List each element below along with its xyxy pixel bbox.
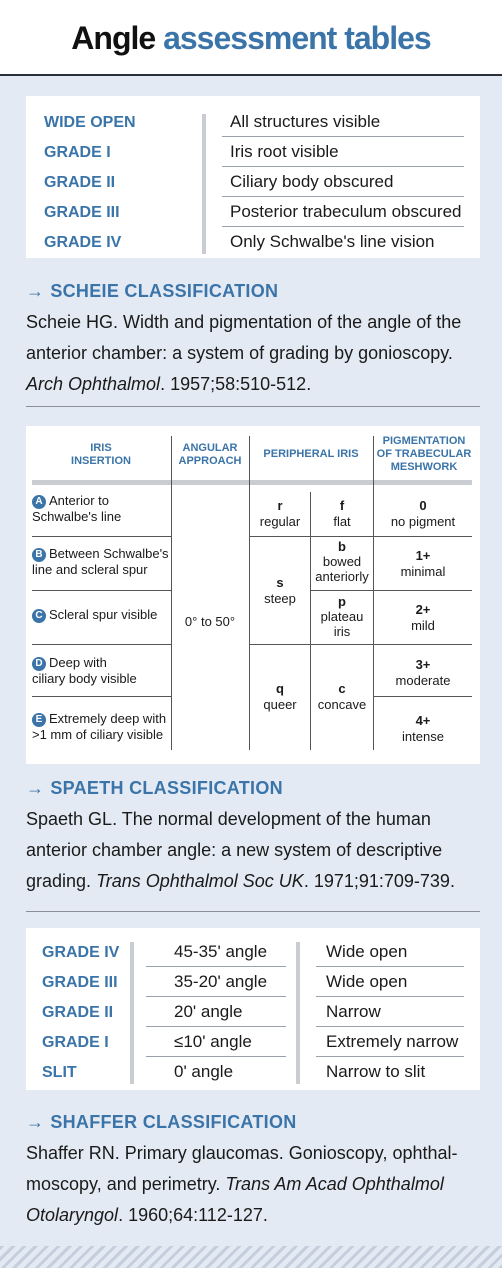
- row-line: [146, 1056, 286, 1057]
- insertion-text: Anterior to: [49, 493, 109, 508]
- insertion-text: >1 mm of ciliary visible: [32, 727, 164, 742]
- shaffer-desc: Wide open: [326, 972, 408, 991]
- shaffer-angle: 20' angle: [174, 1002, 243, 1021]
- shaffer-grade: SLIT: [42, 1064, 77, 1081]
- label: minimal: [400, 564, 446, 579]
- insertion-a: [32, 493, 121, 525]
- row-line: [374, 536, 472, 537]
- row-line: [374, 696, 472, 697]
- pigment-3: [374, 657, 472, 689]
- insertion-b: [32, 546, 169, 578]
- footer-stripe: [0, 1246, 502, 1268]
- pigment-1: [374, 548, 472, 580]
- row-line: [32, 696, 171, 697]
- spaeth-citation: [26, 804, 486, 897]
- row-line: [222, 136, 464, 137]
- pigment-2: [374, 602, 472, 634]
- code: q: [276, 681, 284, 696]
- shaffer-heading: [26, 1112, 297, 1133]
- arrow-right-icon: →: [26, 1112, 45, 1132]
- letter-b-icon: B: [32, 548, 46, 562]
- code: 0: [419, 498, 427, 513]
- shaffer-angle: ≤10' angle: [174, 1032, 252, 1051]
- scheie-divider: [202, 114, 206, 254]
- code: s: [276, 575, 284, 590]
- insertion-text: line and scleral spur: [32, 562, 148, 577]
- shaffer-cite-text: Shaffer RN. Primary glaucomas. Gonioscopy, ophthal-moscopy, and perimetry.: [26, 1143, 458, 1194]
- shaffer-desc: Wide open: [326, 942, 408, 961]
- letter-a-icon: A: [32, 495, 46, 509]
- pigment-0: [374, 498, 472, 530]
- shaffer-grade: GRADE III: [42, 974, 118, 991]
- scheie-heading-text: SCHEIE CLASSIFICATION: [50, 281, 279, 301]
- shaffer-heading-text: SHAFFER CLASSIFICATION: [50, 1112, 297, 1132]
- scheie-grade: GRADE II: [44, 174, 116, 191]
- code: 4+: [415, 713, 431, 728]
- peripheral-c: [311, 681, 373, 713]
- header-angular-approach: ANGULAR APPROACH: [178, 442, 242, 467]
- section-divider: [26, 911, 480, 912]
- row-line: [146, 996, 286, 997]
- scheie-desc: Iris root visible: [230, 142, 339, 161]
- shaffer-cite-end: . 1960;64:112-127.: [118, 1205, 268, 1225]
- peripheral-b: [311, 539, 373, 584]
- insertion-c: [32, 607, 157, 623]
- scheie-desc: Only Schwalbe's line vision: [230, 232, 435, 251]
- code: p: [338, 594, 346, 609]
- shaffer-desc: Extremely narrow: [326, 1032, 459, 1051]
- scheie-cite-end: . 1957;58:510-512.: [160, 374, 312, 394]
- header-peripheral-iris: PERIPHERAL IRIS: [263, 448, 359, 460]
- scheie-cite-text: Scheie HG. Width and pigmentation of the angle of the anterior chamber: a system of grading by gonioscopy.: [26, 312, 462, 363]
- shaffer-divider: [296, 942, 300, 1084]
- arrow-right-icon: →: [26, 281, 45, 301]
- scheie-grade: GRADE I: [44, 144, 111, 161]
- label: moderate: [395, 673, 451, 688]
- row-line: [311, 590, 373, 591]
- shaffer-grade: GRADE IV: [42, 944, 120, 961]
- header-pigmentation: PIGMENTATION OF TRABECULAR MESHWORK: [376, 435, 472, 473]
- shaffer-desc: Narrow to slit: [326, 1062, 426, 1081]
- peripheral-q: [250, 681, 310, 713]
- shaffer-angle: 45-35' angle: [174, 942, 268, 961]
- scheie-cite-journal: Arch Ophthalmol: [26, 374, 161, 394]
- peripheral-s: [250, 575, 310, 607]
- label: intense: [402, 729, 444, 744]
- spaeth-heading-text: SPAETH CLASSIFICATION: [50, 778, 283, 798]
- shaffer-citation: [26, 1138, 486, 1231]
- row-line: [374, 590, 472, 591]
- col-line: [171, 436, 172, 750]
- insertion-text: Extremely deep with: [49, 711, 167, 726]
- arrow-right-icon: →: [26, 778, 45, 798]
- scheie-desc: Ciliary body obscured: [230, 172, 394, 191]
- peripheral-r: [250, 498, 310, 530]
- scheie-table: [26, 96, 480, 258]
- insertion-text: Between Schwalbe's: [49, 546, 169, 561]
- peripheral-p: [311, 594, 373, 639]
- label: mild: [411, 618, 435, 633]
- insertion-text: Schwalbe's line: [32, 509, 122, 524]
- code: c: [338, 681, 346, 696]
- row-line: [32, 590, 171, 591]
- scheie-grade: GRADE IV: [44, 234, 122, 251]
- scheie-heading: [26, 281, 278, 302]
- shaffer-table: [26, 928, 480, 1090]
- col-line: [373, 436, 374, 750]
- label: no pigment: [390, 514, 456, 529]
- code: r: [277, 498, 283, 513]
- row-line: [222, 166, 464, 167]
- code: 1+: [415, 548, 431, 563]
- page-title: [0, 20, 502, 57]
- spaeth-cite-text: Spaeth GL. The normal development of the human anterior chamber angle: a new system of descriptive grading.: [26, 809, 443, 891]
- letter-e-icon: E: [32, 713, 46, 727]
- spaeth-cite-end: . 1971;91:709-739.: [303, 871, 455, 891]
- angular-approach-value: 0° to 50°: [184, 614, 236, 629]
- title-part2: assessment tables: [163, 20, 431, 56]
- row-line: [374, 644, 472, 645]
- scheie-grade: GRADE III: [44, 204, 120, 221]
- label: queer: [263, 697, 297, 712]
- row-line: [316, 1056, 464, 1057]
- peripheral-f: [311, 498, 373, 530]
- code: f: [339, 498, 345, 513]
- title-bar: [0, 0, 502, 76]
- scheie-grade: WIDE OPEN: [44, 114, 136, 131]
- row-line: [316, 996, 464, 997]
- scheie-citation: [26, 307, 486, 400]
- insertion-text: ciliary body visible: [32, 671, 137, 686]
- code: 2+: [415, 602, 431, 617]
- shaffer-grade: GRADE I: [42, 1034, 109, 1051]
- insertion-text: Deep with: [49, 655, 107, 670]
- shaffer-divider: [130, 942, 134, 1084]
- insertion-d: [32, 655, 137, 687]
- shaffer-cite-journal: Trans Am Acad Ophthalmol Otolaryngol: [26, 1174, 444, 1225]
- label: steep: [264, 591, 296, 606]
- row-line: [316, 966, 464, 967]
- shaffer-desc: Narrow: [326, 1002, 381, 1021]
- label: iris: [333, 624, 351, 639]
- row-line: [32, 536, 171, 537]
- row-line: [32, 644, 171, 645]
- header-rule: [32, 480, 472, 485]
- label: flat: [333, 514, 351, 529]
- label: concave: [317, 697, 367, 712]
- code: b: [338, 539, 346, 554]
- row-line: [146, 966, 286, 967]
- row-line: [222, 196, 464, 197]
- row-line: [250, 644, 373, 645]
- label: regular: [259, 514, 301, 529]
- pigment-4: [374, 713, 472, 745]
- spaeth-cite-journal: Trans Ophthalmol Soc UK: [96, 871, 304, 891]
- scheie-desc: All structures visible: [230, 112, 381, 131]
- row-line: [316, 1026, 464, 1027]
- row-line: [146, 1026, 286, 1027]
- insertion-text: Scleral spur visible: [49, 607, 158, 622]
- row-line: [222, 226, 464, 227]
- section-divider: [26, 406, 480, 407]
- shaffer-grade: GRADE II: [42, 1004, 114, 1021]
- row-line: [250, 536, 373, 537]
- label: anteriorly: [315, 569, 369, 584]
- title-part1: Angle: [71, 20, 156, 56]
- spaeth-heading: [26, 778, 283, 799]
- shaffer-angle: 0' angle: [174, 1062, 234, 1081]
- header-iris-insertion: IRIS INSERTION: [71, 442, 131, 467]
- scheie-desc: Posterior trabeculum obscured: [230, 202, 462, 221]
- label: plateau: [320, 609, 364, 624]
- insertion-e: [32, 711, 166, 743]
- letter-d-icon: D: [32, 657, 46, 671]
- label: bowed: [322, 554, 362, 569]
- code: 3+: [415, 657, 431, 672]
- shaffer-angle: 35-20' angle: [174, 972, 268, 991]
- spaeth-table: [26, 426, 480, 764]
- letter-c-icon: C: [32, 609, 46, 623]
